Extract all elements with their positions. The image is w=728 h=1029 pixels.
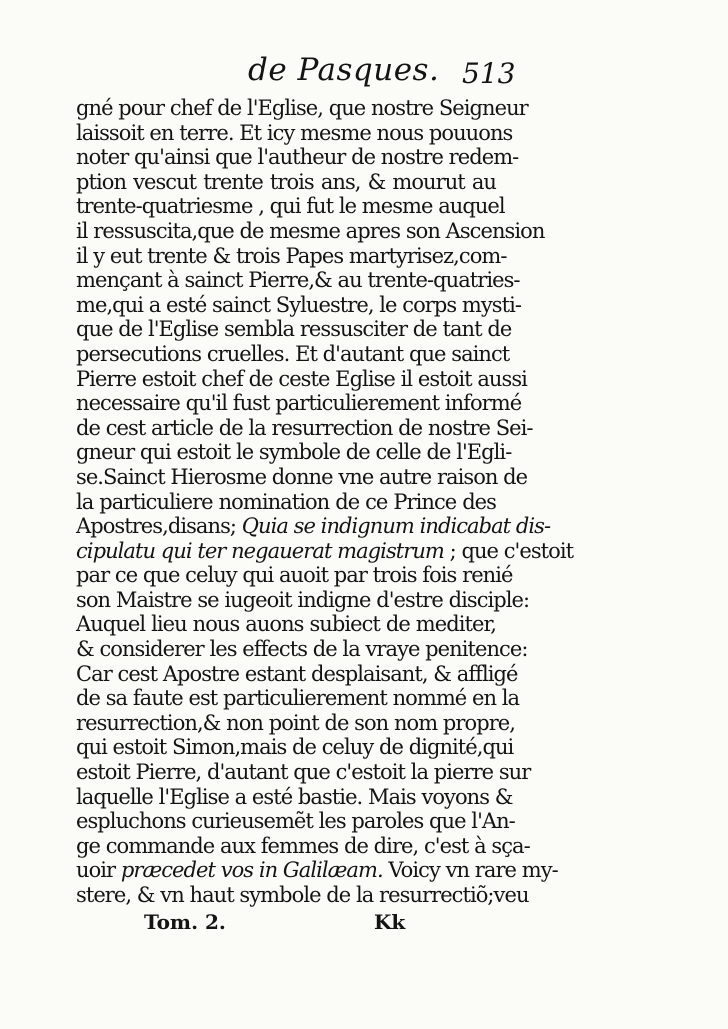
text-line: trente-quatriesme , qui fut le mesme auquel bbox=[76, 194, 505, 219]
text-line: ge commande aux femmes de dire, c'est à sça- bbox=[76, 833, 530, 858]
text-line: que de l'Eglise sembla ressusciter de tant de bbox=[76, 317, 512, 342]
text-segment: Apostres,disans; bbox=[76, 514, 242, 539]
latin-quotation: Quia se indignum indicabat dis- bbox=[241, 514, 551, 539]
text-line: son Maistre se iugeoit indigne d'estre disciple: bbox=[76, 587, 530, 612]
text-segment: Voicy vn rare my- bbox=[382, 858, 558, 883]
text-line: par ce que celuy qui auoit par trois fois renié bbox=[76, 563, 513, 588]
text-line: se.Sainct Hierosme donne vne autre raison de bbox=[76, 464, 528, 489]
text-line: persecutions cruelles. Et d'autant que sainct bbox=[76, 341, 510, 366]
text-line bbox=[76, 538, 574, 564]
text-line: il ressuscita,que de mesme apres son Ascension bbox=[76, 218, 545, 243]
text-line: qui estoit Simon,mais de celuy de dignité,qui bbox=[76, 735, 514, 760]
text-line: laissoit en terre. Et icy mesme nous pouuons bbox=[76, 120, 513, 145]
text-line: ption vescut trente trois ans, & mourut au bbox=[76, 169, 496, 194]
text-line: necessaire qu'il fust particulierement informé bbox=[76, 391, 522, 416]
text-line bbox=[76, 858, 558, 883]
running-head: de Pasques. bbox=[248, 52, 440, 88]
text-line: noter qu'ainsi que l'autheur de nostre redem- bbox=[76, 145, 519, 170]
text-line: de sa faute est particulierement nommé en la bbox=[76, 686, 520, 711]
text-line: resurrection,& non point de son nom propre, bbox=[76, 710, 515, 735]
text-segment: ; que c'estoit bbox=[443, 538, 574, 563]
text-line: gné pour chef de l'Eglise, que nostre Seigneur bbox=[76, 96, 528, 120]
text-line: Auquel lieu nous auons subiect de mediter, bbox=[76, 612, 496, 637]
text-line: estoit Pierre, d'autant que c'estoit la pierre sur bbox=[76, 760, 531, 785]
text-line: & considerer les effects de la vraye penitence: bbox=[76, 637, 528, 662]
latin-quotation: præcedet vos in Galilæam. bbox=[120, 858, 383, 883]
text-line: il y eut trente & trois Papes martyrisez,com- bbox=[76, 243, 507, 268]
text-line: me,qui a esté sainct Syluestre, le corps mysti- bbox=[76, 292, 521, 317]
text-line: la particuliere nomination de ce Prince des bbox=[76, 489, 496, 514]
body-text bbox=[76, 96, 574, 908]
text-line: laquelle l'Eglise a esté bastie. Mais voyons & bbox=[76, 784, 513, 809]
text-line: gneur qui estoit le symbole de celle de l'Egli- bbox=[76, 440, 512, 465]
latin-quotation: cipulatu qui ter negauerat magistrum bbox=[76, 538, 444, 563]
text-line: de cest article de la resurrection de nostre Sei- bbox=[76, 415, 533, 440]
text-line bbox=[76, 514, 551, 539]
page-number: 513 bbox=[462, 57, 516, 90]
text-line: stere, & vn haut symbole de la resurrectiõ;veu bbox=[76, 883, 529, 907]
text-segment: uoir bbox=[76, 858, 121, 883]
text-line: Car cest Apostre estant desplaisant, & affligé bbox=[76, 661, 518, 686]
gathering-signature: Kk bbox=[374, 910, 406, 934]
text-line: Pierre estoit chef de ceste Eglise il estoit aussi bbox=[76, 366, 527, 391]
text-line: espluchons curieusemẽt les paroles que l'An- bbox=[76, 809, 515, 834]
volume-signature: Tom. 2. bbox=[144, 910, 226, 934]
text-line: mençant à sainct Pierre,& au trente-quatries- bbox=[76, 268, 520, 293]
